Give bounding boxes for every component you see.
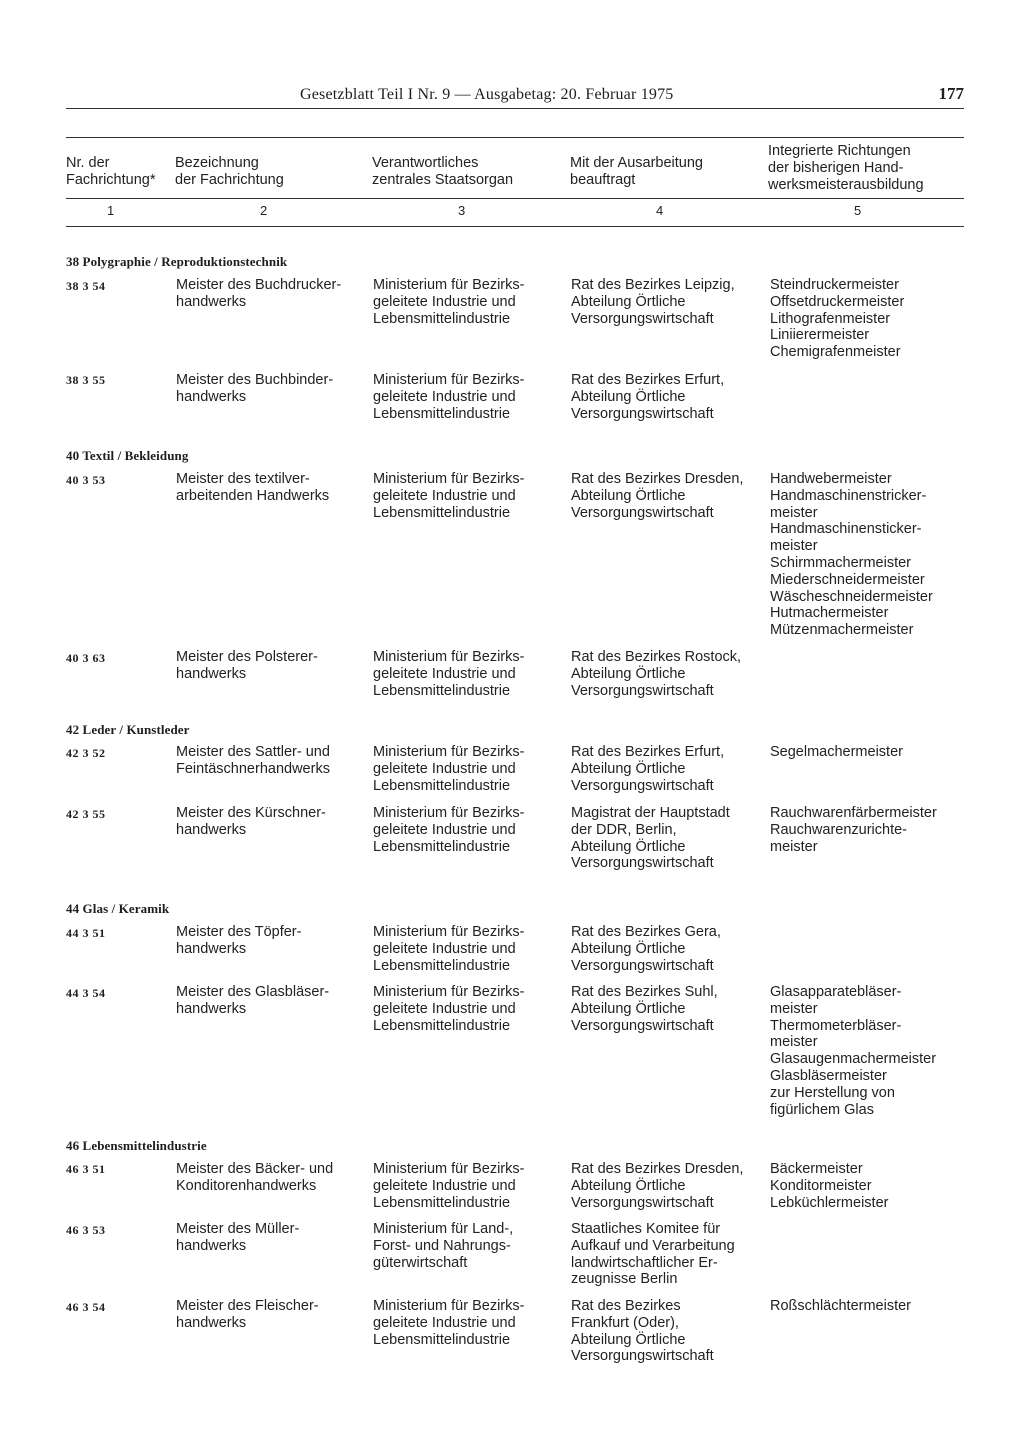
entry-assigned: Rat des Bezirkes Suhl, Abteilung Örtliche Versorgungswirtschaft (571, 984, 718, 1034)
column-number-1: 1 (107, 203, 115, 218)
column-number-2: 2 (260, 203, 268, 218)
column-number-3: 3 (458, 203, 466, 218)
entry-directions: Glasapparatebläser- meister Thermometerbläser- meister Glasaugenmachermeister Glasbläsermeister zur Herstellung von figürlichem Glas (770, 984, 937, 1118)
entry-code: 40 3 63 (66, 651, 106, 665)
entry-assigned: Rat des Bezirkes Dresden, Abteilung Örtliche Versorgungswirtschaft (571, 471, 744, 521)
page-header (66, 84, 964, 110)
entry-assigned: Rat des Bezirkes Leipzig, Abteilung Örtliche Versorgungswirtschaft (571, 277, 735, 327)
entry-directions: Segelmachermeister (770, 744, 903, 760)
entry-directions: Bäckermeister Konditormeister Lebküchlermeister (770, 1161, 889, 1211)
entry-assigned: Staatliches Komitee für Aufkauf und Verarbeitung landwirtschaftlicher Er- zeugnisse Berlin (571, 1221, 735, 1288)
entry-name: Meister des Glasbläser- handwerks (176, 984, 330, 1017)
entry-name: Meister des textilver- arbeitenden Handwerks (176, 471, 330, 504)
entry-code: 46 3 53 (66, 1223, 106, 1237)
entry-assigned: Rat des Bezirkes Rostock, Abteilung Örtliche Versorgungswirtschaft (571, 649, 742, 699)
column-header-3: Verantwortliches zentrales Staatsorgan (372, 155, 514, 188)
section-title: 42 Leder / Kunstleder (66, 722, 190, 737)
entry-assigned: Rat des Bezirkes Gera, Abteilung Örtliche Versorgungswirtschaft (571, 924, 721, 974)
entry-name: Meister des Töpfer- handwerks (176, 924, 302, 957)
header-rule (66, 108, 964, 109)
page-header-title: Gesetzblatt Teil I Nr. 9 — Ausgabetag: 20. Februar 1975 (300, 86, 674, 103)
entry-assigned: Rat des Bezirkes Erfurt, Abteilung Örtliche Versorgungswirtschaft (571, 372, 725, 422)
table-top-rule (66, 137, 964, 138)
entry-directions: Handwebermeister Handmaschinenstricker- meister Handmaschinensticker- meister Schirmmachermeister Miederschneidermeister Wäscheschneidermeister Hutmachermeister Mützenmachermeister (770, 471, 933, 639)
entry-organ: Ministerium für Bezirks- geleitete Industrie und Lebensmittelindustrie (373, 1161, 525, 1211)
column-header-4: Mit der Ausarbeitung beauftragt (570, 155, 703, 188)
section-title: 40 Textil / Bekleidung (66, 448, 189, 463)
entry-name: Meister des Buchdrucker- handwerks (176, 277, 342, 310)
entry-organ: Ministerium für Bezirks- geleitete Industrie und Lebensmittelindustrie (373, 471, 525, 521)
entry-assigned: Rat des Bezirkes Frankfurt (Oder), Abteilung Örtliche Versorgungswirtschaft (571, 1298, 714, 1365)
entry-code: 44 3 54 (66, 986, 106, 1000)
entry-name: Meister des Bäcker- und Konditorenhandwerks (176, 1161, 334, 1194)
entry-directions: Roßschlächtermeister (770, 1298, 912, 1314)
entry-code: 42 3 55 (66, 807, 106, 821)
entry-organ: Ministerium für Bezirks- geleitete Industrie und Lebensmittelindustrie (373, 1298, 525, 1348)
entry-code: 46 3 51 (66, 1162, 106, 1176)
entry-assigned: Rat des Bezirkes Dresden, Abteilung Örtliche Versorgungswirtschaft (571, 1161, 744, 1211)
entry-assigned: Magistrat der Hauptstadt der DDR, Berlin, Abteilung Örtliche Versorgungswirtschaft (571, 805, 730, 872)
entry-name: Meister des Kürschner- handwerks (176, 805, 326, 838)
entry-name: Meister des Polsterer- handwerks (176, 649, 318, 682)
column-number-5: 5 (854, 203, 862, 218)
section-title: 38 Polygraphie / Reproduktionstechnik (66, 254, 288, 269)
entry-organ: Ministerium für Bezirks- geleitete Industrie und Lebensmittelindustrie (373, 984, 525, 1034)
entry-name: Meister des Müller- handwerks (176, 1221, 300, 1254)
entry-name: Meister des Buchbinder- handwerks (176, 372, 334, 405)
column-header-5: Integrierte Richtungen der bisherigen Hand- werksmeisterausbildung (768, 143, 924, 193)
column-number-4: 4 (656, 203, 664, 218)
entry-organ: Ministerium für Bezirks- geleitete Industrie und Lebensmittelindustrie (373, 277, 525, 327)
column-number-rule (66, 226, 964, 227)
entry-organ: Ministerium für Bezirks- geleitete Industrie und Lebensmittelindustrie (373, 649, 525, 699)
page-number: 177 (938, 84, 964, 103)
entry-assigned: Rat des Bezirkes Erfurt, Abteilung Örtliche Versorgungswirtschaft (571, 744, 725, 794)
entry-organ: Ministerium für Land-, Forst- und Nahrungs- güterwirtschaft (373, 1221, 514, 1271)
column-header-rule (66, 198, 964, 199)
entry-directions: Rauchwarenfärbermeister Rauchwarenzurichte- meister (770, 805, 937, 855)
entry-organ: Ministerium für Bezirks- geleitete Industrie und Lebensmittelindustrie (373, 924, 525, 974)
column-header-2: Bezeichnung der Fachrichtung (175, 155, 284, 188)
entry-code: 46 3 54 (66, 1300, 106, 1314)
entry-directions: Steindruckermeister Offsetdruckermeister Lithografenmeister Liniierermeister Chemigrafenmeister (770, 277, 905, 361)
entry-organ: Ministerium für Bezirks- geleitete Industrie und Lebensmittelindustrie (373, 805, 525, 855)
entry-code: 40 3 53 (66, 473, 106, 487)
entry-code: 42 3 52 (66, 746, 106, 760)
entry-organ: Ministerium für Bezirks- geleitete Industrie und Lebensmittelindustrie (373, 744, 525, 794)
entry-organ: Ministerium für Bezirks- geleitete Industrie und Lebensmittelindustrie (373, 372, 525, 422)
section-title: 44 Glas / Keramik (66, 901, 170, 916)
entry-code: 44 3 51 (66, 926, 106, 940)
section-title: 46 Lebensmittelindustrie (66, 1138, 207, 1153)
entry-name: Meister des Fleischer- handwerks (176, 1298, 319, 1331)
column-header-1: Nr. der Fachrichtung* (66, 155, 156, 188)
entry-code: 38 3 55 (66, 373, 106, 387)
entry-name: Meister des Sattler- und Feintäschnerhandwerks (176, 744, 330, 777)
entry-code: 38 3 54 (66, 279, 106, 293)
